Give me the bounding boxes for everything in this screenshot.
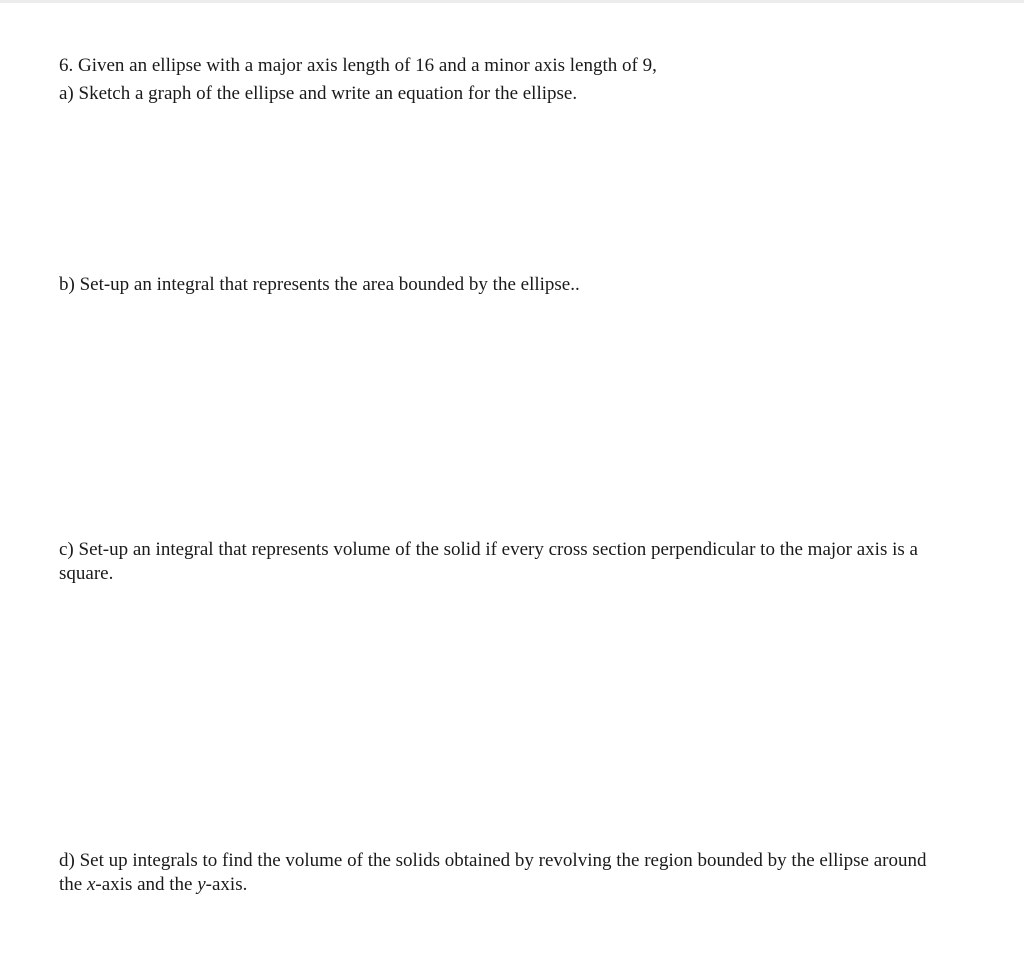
part-d-label: d) xyxy=(59,850,75,871)
page-top-edge xyxy=(0,0,1024,3)
part-d-text-line-1: Set up integrals to find the volume of the solids obtained by revolving the region bounded by the ellipse around xyxy=(79,850,927,871)
part-d-line-1 xyxy=(59,849,927,873)
part-c-text-line-1: Set-up an integral that represents volume of the solid if every cross section perpendicular to the major axis is a xyxy=(78,539,918,560)
math-variable-y: y xyxy=(197,874,206,895)
problem-number: 6. xyxy=(59,55,74,76)
part-c-line-2 xyxy=(59,562,113,586)
part-a-label: a) xyxy=(59,83,74,104)
part-a-text: Sketch a graph of the ellipse and write an equation for the ellipse. xyxy=(78,83,578,104)
part-b-text: Set-up an integral that represents the area bounded by the ellipse.. xyxy=(79,274,580,295)
part-c-label: c) xyxy=(59,539,74,560)
part-b xyxy=(59,273,580,297)
part-d-text-pre: the xyxy=(59,874,83,895)
part-a xyxy=(59,82,577,106)
part-d-line-2 xyxy=(59,873,247,897)
part-c-line-1 xyxy=(59,538,918,562)
part-d-text-post: -axis. xyxy=(205,874,248,895)
part-c-text-line-2: square. xyxy=(59,563,114,584)
math-variable-x: x xyxy=(86,874,96,895)
problem-6-stem xyxy=(59,54,657,78)
problem-stem-text: Given an ellipse with a major axis length of 16 and a minor axis length of 9, xyxy=(78,55,657,76)
part-d-text-mid: -axis and the xyxy=(95,874,193,895)
part-b-label: b) xyxy=(59,274,75,295)
